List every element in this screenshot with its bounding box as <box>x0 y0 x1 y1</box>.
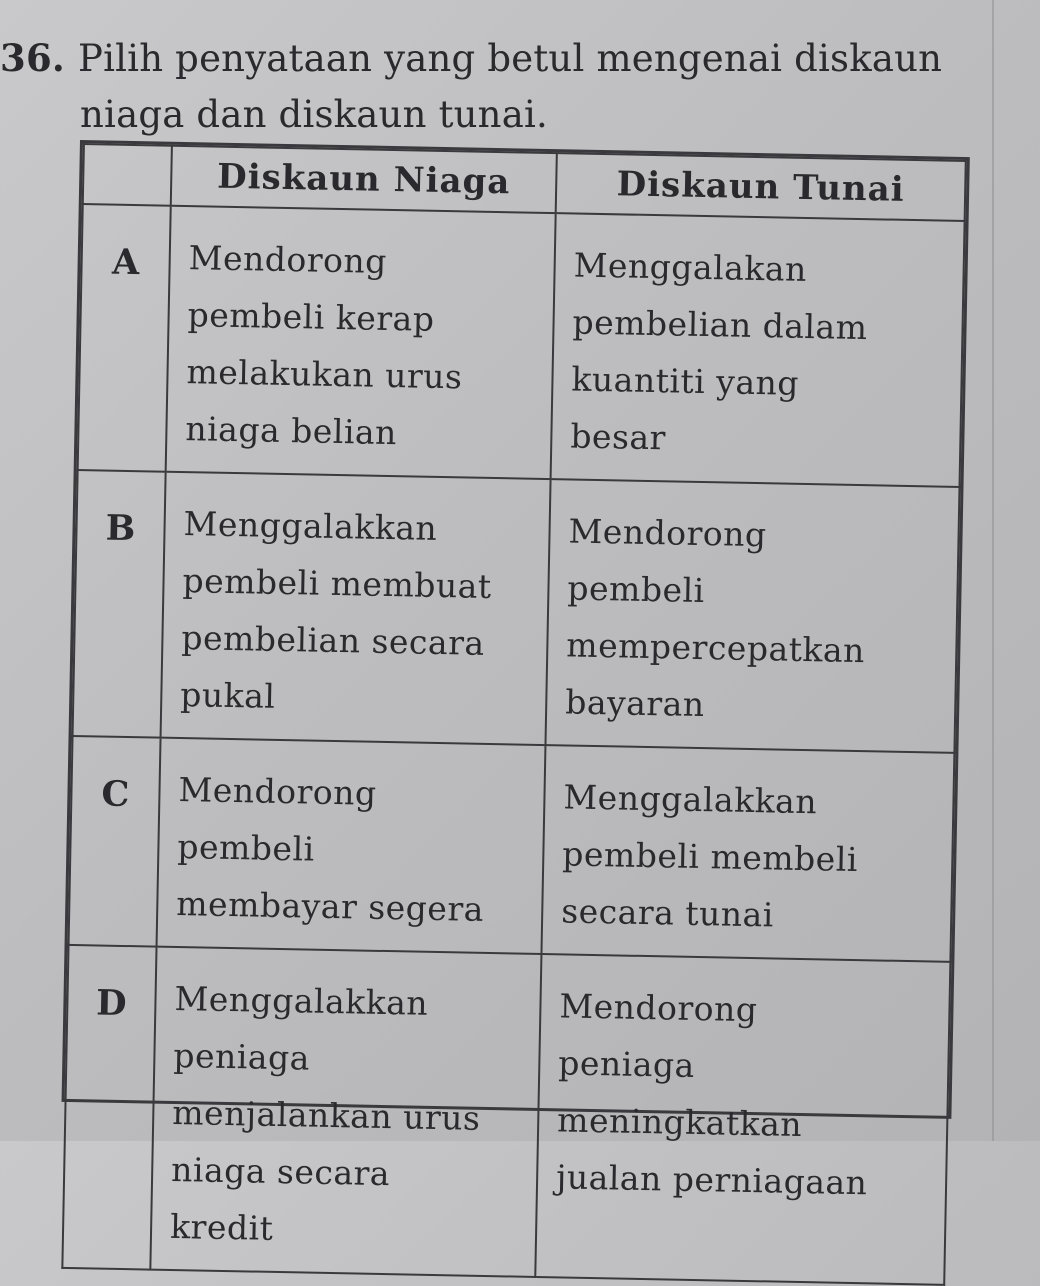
option-diskaun-niaga: Mendorong pembeli kerap melakukan urus niaga belian <box>166 206 556 479</box>
question-line-1: Pilih penyataan yang betul mengenai diskaun <box>78 37 943 80</box>
option-letter[interactable]: B <box>73 470 166 738</box>
option-diskaun-tunai: Menggalakkan pembeli membeli secara tunai <box>541 745 954 962</box>
header-diskaun-niaga: Diskaun Niaga <box>171 146 557 213</box>
question-line-2: niaga dan diskaun tunai. <box>80 93 548 136</box>
option-diskaun-tunai: Mendorong peniaga meningkatkan jualan perniagaan <box>535 954 950 1285</box>
option-diskaun-tunai: Mendorong pembeli mempercepatkan bayaran <box>545 479 959 753</box>
option-letter[interactable]: C <box>69 736 161 947</box>
options-table <box>61 143 966 1286</box>
option-diskaun-niaga: Menggalakkan pembeli membuat pembelian secara pukal <box>161 472 551 745</box>
option-diskaun-niaga: Menggalakkan peniaga menjalankan urus niaga secara kredit <box>150 947 541 1277</box>
question-text <box>0 30 960 143</box>
option-letter[interactable]: D <box>62 945 156 1270</box>
option-letter[interactable]: A <box>78 204 171 472</box>
header-diskaun-tunai: Diskaun Tunai <box>556 153 966 221</box>
option-row-a[interactable] <box>78 204 965 487</box>
paper-edge <box>992 0 994 1141</box>
option-row-c[interactable] <box>69 736 955 962</box>
options-table-frame <box>62 140 970 1248</box>
option-row-b[interactable] <box>73 470 960 753</box>
option-diskaun-tunai: Menggalakan pembelian dalam kuantiti yang besar <box>551 213 965 487</box>
option-row-d[interactable] <box>62 945 950 1285</box>
option-diskaun-niaga: Mendorong pembeli membayar segera <box>157 738 546 954</box>
question-number: 36. <box>0 36 65 80</box>
header-letter <box>83 144 172 206</box>
